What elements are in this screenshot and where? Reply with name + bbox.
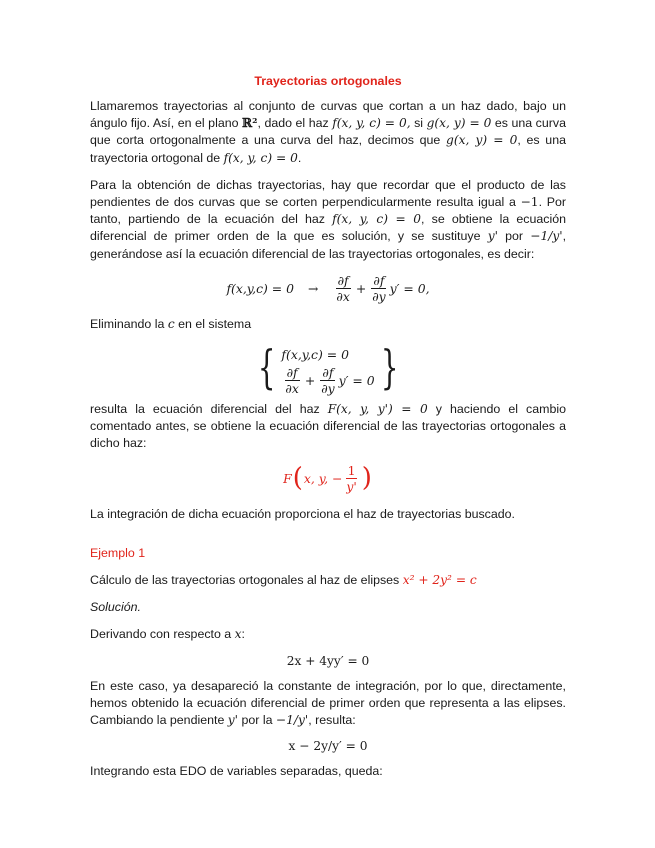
math-minus-one: −1 [520,195,539,210]
text: En este caso, ya desapareció la constante de integración, por lo que, directamente, hemos obtenido la ecuación diferencial de primer orden que representa a las elipses. Cambiando la pendiente [90,678,566,728]
math-curve: g(x, y) = 0 [446,133,518,148]
system-intro [90,316,566,333]
text: por la [238,713,276,728]
fraction-df-dx [283,365,300,396]
system-eq-2-tail: y′ = 0 [338,372,375,388]
explanation-paragraph [90,678,566,730]
system-row-2 [281,364,375,396]
fraction-den: ∂y [321,380,335,396]
math-yprime: y' [487,229,498,244]
text: , generándose así la ecuación diferencial de las trayectorias ortogonales, es decir: [90,229,567,261]
equation-orthogonal [90,463,566,494]
fraction-den: ∂y [372,288,386,304]
equation-system [90,340,566,396]
text: Eliminando la [90,316,168,331]
text: Derivando con respecto a [90,627,235,642]
intro-paragraph [90,98,566,167]
fraction-den: y' [346,478,357,494]
fraction-num: ∂f [322,364,334,380]
document-page [90,74,566,790]
text: . Por tanto, partiendo de la ecuación del haz [90,195,566,227]
arrow-icon: → [308,280,319,296]
math-family: f(x, y, c) = 0 [332,212,422,227]
math-c: c [167,316,175,331]
solution-label: Solución. [90,600,141,615]
plus-sign: + [304,372,316,388]
example-statement [90,572,566,589]
fraction-num: ∂f [373,272,385,288]
eq-rhs: y′ = 0, [389,280,430,296]
derivation-line [90,626,566,643]
fraction-num: ∂f [286,364,298,380]
right-paren: ) [361,463,372,494]
fraction-df-dx [334,273,351,304]
system-eq-1: f(x,y,c) = 0 [281,346,349,362]
fraction-den: ∂x [336,288,350,304]
math-ellipses: x² + 2y² = c [402,573,477,588]
text: en el sistema [174,316,252,331]
math-F: F(x, y, y') = 0 [327,402,428,417]
fraction-df-dy [370,273,387,304]
text: por [497,229,531,244]
fraction-1-yprime [344,463,358,494]
equation-derivative [90,654,566,668]
text: es una curva que corta ortogonalmente a una curva del haz, decimos que [90,116,566,148]
math-family: f(x, y, c) = 0, [332,116,411,131]
equation-orthogonal-example [90,739,566,753]
integration-paragraph: La integración de dicha ecuación proporciona el haz de trayectorias buscado. [90,506,515,521]
math-yprime: y' [227,713,239,728]
closing-line: Integrando esta EDO de variables separadas, queda: [90,764,383,779]
text: , dado el haz [257,116,333,131]
fraction-den: ∂x [285,380,299,396]
eq-lhs: f(x,y,c) = 0 [226,280,295,296]
text: , se obtiene la ecuación diferencial de primer orden de la que es solución, y se sustituye [90,212,566,244]
right-brace: } [380,340,399,395]
eq-orthogonal: x − 2y/y′ = 0 [288,739,368,754]
text: , resulta: [308,713,356,728]
left-paren: ( [292,463,303,494]
left-brace: { [257,340,276,395]
method-paragraph [90,177,566,263]
example-heading: Ejemplo 1 [90,545,146,560]
plus-sign: + [355,280,367,296]
math-r2: ℝ² [242,116,258,131]
math-family: f(x, y, c) = 0 [223,150,298,165]
text: resulta la ecuación diferencial del haz [90,402,328,417]
text: y haciendo el cambio comentado antes, se obtiene la ecuación diferencial de las trayectorias ortogonales a dicho haz: [90,402,566,451]
fraction-num: ∂f [337,272,349,288]
text: Llamaremos trayectorias al conjunto de curvas que cortan a un haz dado, bajo un ángulo fijo. Así, en el plano [90,99,566,131]
text: : [241,627,245,642]
fraction-num: 1 [347,462,356,478]
fraction-df-dy [319,365,336,396]
text: si [410,116,427,131]
system-block [252,340,404,396]
eq-derivative: 2x + 4yy′ = 0 [286,653,370,668]
text: Para la obtención de dichas trayectorias, hay que recordar que el producto de las pendientes de dos curvas que se corten perpendicularmente resulta igual a [90,177,566,210]
eq-args: x, y, − [303,470,343,486]
math-x: x [234,627,242,642]
result-paragraph [90,401,566,453]
system-rows [281,341,375,396]
math-neg-reciprocal: −1/y' [530,229,563,244]
math-neg-reciprocal: −1/y' [275,713,309,728]
page-title: Trayectorias ortogonales [254,74,402,88]
eq-F: F [283,470,292,486]
text: , es una trayectoria ortogonal de [90,133,566,165]
math-curve: g(x, y) = 0 [426,116,492,131]
text: . [297,150,302,165]
system-row-1 [281,341,374,367]
text: Cálculo de las trayectorias ortogonales al haz de elipses [90,573,403,588]
equation-differentiation [90,273,566,304]
